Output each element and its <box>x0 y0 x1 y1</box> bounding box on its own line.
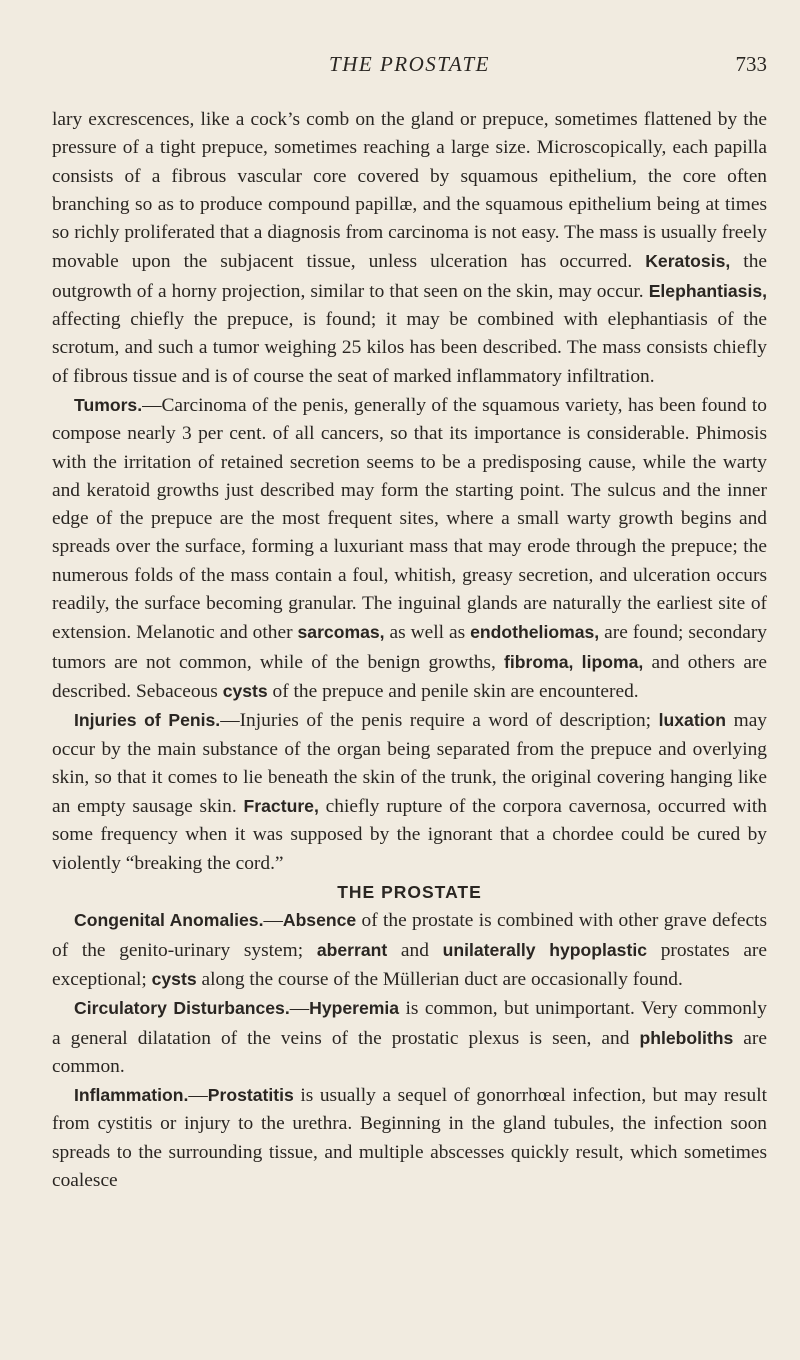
heading-circulatory-disturbances: Circulatory Disturbances. <box>74 998 290 1019</box>
term-fracture: Fracture, <box>243 796 319 817</box>
paragraph-inflammation: Inflammation.—Prostatitis is usually a sequel of gonorrhœal infection, but may result from cystitis or injury to the urethra. Beginning in the gland tubules, the infection soon spreads to the surrounding tissue, and multiple abscesses quickly result, which sometimes coalesce <box>52 1085 767 1191</box>
term-luxation: luxation <box>658 710 727 731</box>
running-head <box>52 52 767 86</box>
term-phleboliths: phleboliths <box>639 1027 734 1048</box>
term-hyperemia: Hyperemia <box>309 998 400 1019</box>
section-heading: THE PROSTATE <box>337 882 482 903</box>
term-elephantiasis: Elephantiasis, <box>648 280 767 301</box>
term-aberrant: aberrant <box>316 939 388 960</box>
heading-congenital-anomalies: Congenital Anomalies. <box>74 910 264 931</box>
term-sarcomas: sarcomas, <box>297 622 385 643</box>
term-keratosis: Keratosis, <box>645 251 731 272</box>
paragraph-injuries: Injuries of Penis.—Injuries of the penis require a word of description; luxation may occur by the main substance of the organ being separated from the prepuce and overlying skin, so that it comes to lie beneath the skin of the trunk, the original covering hanging like an empty sausage skin. Fracture, chiefly rupture of the corpora cavernosa, occurred with some frequency when it was supposed by the ignorant that a chordee could be cured by violently “breaking the cord.” <box>52 710 767 874</box>
paragraph-tumors: Tumors.—Carcinoma of the penis, generally of the squamous variety, has been found to compose nearly 3 per cent. of all cancers, so that its importance is considerable. Phimosis with the irritation of retained secretion seems to be a predisposing cause, while the warty and keratoid growths just described may form the starting point. The sulcus and the inner edge of the prepuce are the most frequent sites, where a small warty growth begins and spreads over the surface, forming a luxuriant mass that may erode through the prepuce; the numerous folds of the mass contain a foul, whitish, greasy secretion, and ulceration occurs readily, the surface becoming granular. The inguinal glands are naturally the earliest site of extension. Melanotic and other sarcomas, as well as endotheliomas, are found; secondary tumors are not common, while of the benign growths, fibroma, lipoma, and others are described. Sebaceous cysts of the prepuce and penile skin are encountered. <box>52 394 767 702</box>
body-text <box>52 106 767 1195</box>
term-cysts: cysts <box>151 968 197 989</box>
term-cysts: cysts <box>222 680 268 701</box>
paragraph-circulatory-disturbances: Circulatory Disturbances.—Hyperemia is common, but unimportant. Very commonly a general dilatation of the veins of the prostatic plexus is seen, and phleboliths are common. <box>52 998 767 1077</box>
term-endotheliomas: endotheliomas, <box>470 622 600 643</box>
term-absence: Absence <box>282 910 357 931</box>
page-number: 733 <box>735 52 767 76</box>
heading-injuries: Injuries of Penis. <box>74 710 221 731</box>
term-unilaterally-hypoplastic: unilaterally hypoplastic <box>442 939 647 960</box>
running-title: THE PROSTATE <box>329 52 490 76</box>
paragraph-papilloma-continued: lary excrescences, like a cock’s comb on the gland or prepuce, sometimes flattened by the pressure of a tight prepuce, sometimes reaching a large size. Microscopically, each papilla consists of a fibrous vascular core covered by squamous epithelium, the core often branching so as to produce compound papillæ, and the squamous epithelium being at times so richly proliferated that a diagnosis from carcinoma is not easy. The mass is usually freely movable upon the subjacent tissue, unless ulceration has occurred. Keratosis, the outgrowth of a horny projection, similar to that seen on the skin, may occur. Elephantiasis, affecting chiefly the prepuce, is found; it may be combined with elephantiasis of the scrotum, and such a tumor weighing 25 kilos has been described. The mass consists chiefly of fibrous tissue and is of course the seat of marked inflammatory infiltration. <box>52 109 767 387</box>
term-fibroma-lipoma: fibroma, lipoma, <box>504 651 644 672</box>
heading-tumors: Tumors. <box>74 394 143 415</box>
heading-inflammation: Inflammation. <box>74 1085 189 1106</box>
term-prostatitis: Prostatitis <box>207 1085 294 1106</box>
paragraph-congenital-anomalies: Congenital Anomalies.—Absence of the prostate is combined with other grave defects of the genito-urinary system; aberrant and unilaterally hypoplastic prostates are exceptional; cysts along the course of the Müllerian duct are occasionally found. <box>52 910 767 990</box>
